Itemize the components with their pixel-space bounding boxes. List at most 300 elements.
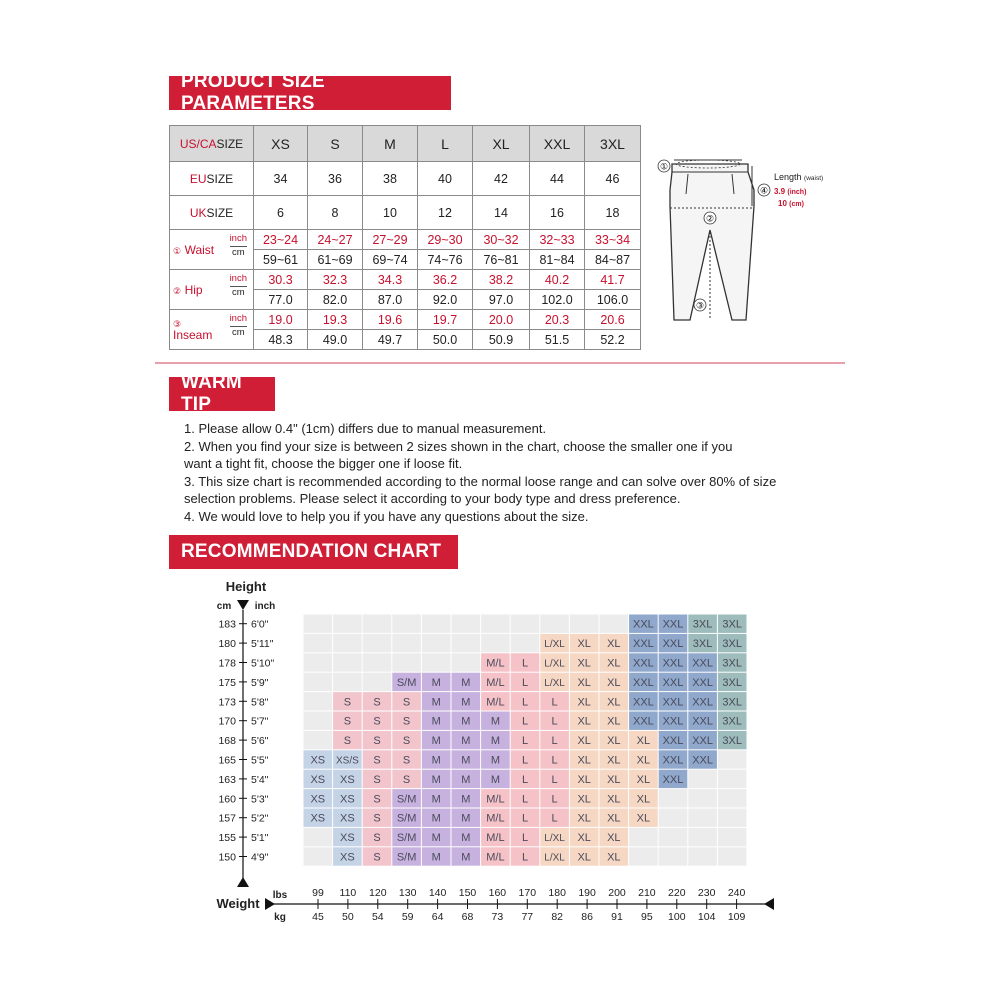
size-recommendation-cell — [718, 847, 747, 865]
height-cm-label: 180 — [218, 638, 236, 651]
size-recommendation-cell — [304, 615, 333, 633]
size-recommendation-label: 3XL — [722, 676, 742, 689]
size-recommendation-label: XXL — [633, 618, 654, 631]
size-recommendation-label: S/M — [396, 812, 417, 825]
size-recommendation-cell — [363, 615, 392, 633]
lbs-axis-label: lbs — [272, 890, 288, 901]
warm-tip-banner: WARM TIP — [169, 377, 275, 411]
size-recommendation-label: XS/S — [336, 755, 359, 767]
weight-lbs-label: 120 — [369, 887, 387, 899]
size-recommendation-label: XXL — [692, 676, 713, 689]
size-recommendation-label: L/XL — [544, 833, 565, 845]
cm-value-cell: 74~76 — [418, 250, 473, 270]
height-cm-label: 160 — [218, 793, 236, 806]
height-cm-label: 175 — [218, 676, 236, 689]
size-cell: 12 — [418, 196, 473, 230]
weight-kg-label: 68 — [461, 911, 474, 923]
size-recommendation-label: 3XL — [722, 696, 742, 709]
size-recommendation-label: L — [551, 696, 558, 709]
size-recommendation-label: L — [551, 793, 558, 806]
cm-value-cell: 106.0 — [585, 290, 641, 310]
size-recommendation-label: XL — [607, 735, 621, 748]
size-recommendation-label: XL — [607, 657, 621, 670]
tip-line: want a tight fit, choose the bigger one if loose fit. — [184, 456, 463, 472]
size-recommendation-cell — [392, 634, 421, 652]
size-recommendation-label: L — [551, 735, 558, 748]
size-cell: 36 — [308, 162, 363, 196]
weight-kg-label: 82 — [551, 911, 564, 923]
size-recommendation-label: XL — [607, 773, 621, 786]
weight-lbs-label: 180 — [548, 887, 566, 899]
size-recommendation-label: XS — [310, 773, 326, 786]
measurement-row — [170, 270, 641, 290]
unit-cm: cm — [231, 287, 245, 298]
weight-kg-label: 77 — [521, 911, 534, 923]
size-recommendation-cell — [363, 634, 392, 652]
weight-lbs-label: 240 — [727, 887, 746, 899]
size-recommendation-label: XL — [607, 793, 621, 806]
size-cell: 16 — [530, 196, 585, 230]
size-recommendation-label: L — [521, 715, 529, 728]
weight-arrow-right — [764, 898, 774, 910]
size-recommendation-label: XL — [577, 773, 591, 786]
size-recommendation-label: XXL — [692, 754, 713, 767]
size-recommendation-cell — [659, 828, 688, 846]
size-recommendation-label: M/L — [486, 851, 505, 864]
height-cm-label: 165 — [218, 754, 236, 767]
weight-kg-label: 59 — [401, 911, 414, 923]
size-recommendation-label: S — [373, 812, 381, 825]
size-recommendation-cell — [304, 634, 333, 652]
weight-kg-label: 104 — [697, 911, 716, 923]
size-recommendation-label: S — [402, 715, 411, 728]
height-inch-label: 5'1" — [251, 832, 269, 845]
height-cm-label: 170 — [218, 715, 236, 728]
height-cm-label: 178 — [218, 657, 236, 670]
cm-value-cell: 50.9 — [473, 330, 530, 350]
size-recommendation-cell — [392, 615, 421, 633]
size-recommendation-cell — [363, 673, 392, 691]
size-recommendation-label: XL — [577, 657, 591, 670]
size-table — [169, 125, 641, 350]
height-inch-label: 5'3" — [251, 793, 269, 806]
size-recommendation-label: XS — [340, 812, 355, 825]
size-recommendation-label: S — [373, 715, 381, 728]
size-recommendation-label: M — [461, 812, 471, 825]
recommendation-banner: RECOMMENDATION CHART — [169, 535, 458, 569]
weight-lbs-label: 210 — [638, 887, 656, 899]
unit-cm: cm — [231, 247, 245, 258]
weight-lbs-label: 110 — [339, 887, 357, 899]
size-cell: 46 — [585, 162, 641, 196]
size-recommendation-label: M — [431, 676, 441, 689]
size-recommendation-cell — [304, 847, 333, 865]
measurement-label — [170, 310, 254, 350]
size-recommendation-label: M/L — [486, 657, 505, 670]
size-recommendation-label: XS — [310, 793, 326, 806]
size-recommendation-cell — [422, 634, 451, 652]
size-cell: M — [363, 126, 418, 162]
weight-lbs-label: 170 — [518, 887, 537, 899]
measurement-number: ③ — [173, 319, 182, 329]
size-recommendation-label: 3XL — [722, 638, 742, 651]
size-system-prefix: EU — [189, 171, 207, 186]
inch-value-cell: 32~33 — [530, 230, 585, 250]
inch-value-cell: 32.3 — [308, 270, 363, 290]
weight-kg-label: 91 — [611, 911, 623, 923]
size-recommendation-label: XL — [636, 773, 651, 786]
size-recommendation-cell — [304, 673, 333, 691]
inch-value-cell: 41.7 — [585, 270, 641, 290]
inch-value-cell: 30~32 — [473, 230, 530, 250]
size-recommendation-label: XXL — [692, 657, 713, 670]
size-recommendation-label: XL — [577, 793, 591, 806]
inch-value-cell: 20.6 — [585, 310, 641, 330]
size-cell: 42 — [473, 162, 530, 196]
unit-inch: inch — [230, 313, 247, 327]
cm-value-cell: 69~74 — [363, 250, 418, 270]
size-recommendation-cell — [718, 789, 747, 807]
size-recommendation-label: S — [402, 754, 411, 767]
size-cell: 34 — [254, 162, 308, 196]
size-recommendation-cell — [718, 809, 747, 827]
weight-lbs-label: 190 — [578, 887, 596, 899]
size-recommendation-label: S — [373, 735, 381, 748]
measurement-row — [170, 310, 641, 330]
size-cell: S — [308, 126, 363, 162]
size-recommendation-cell — [481, 615, 510, 633]
size-recommendation-label: XS — [340, 832, 355, 845]
height-cm-label: 173 — [218, 696, 236, 709]
inch-value-cell: 19.0 — [254, 310, 308, 330]
size-recommendation-label: M — [431, 812, 441, 825]
weight-kg-label: 73 — [491, 911, 504, 923]
size-parameters-banner: PRODUCT SIZE PARAMETERS — [169, 76, 451, 110]
size-recommendation-label: XS — [340, 793, 355, 806]
tip-line: 4. We would love to help you if you have any questions about the size. — [184, 508, 589, 524]
pants-diagram — [648, 150, 848, 330]
size-recommendation-label: XL — [607, 832, 621, 845]
size-recommendation-cell — [718, 750, 747, 768]
weight-kg-label: 109 — [727, 911, 746, 923]
weight-lbs-label: 140 — [428, 887, 447, 899]
size-recommendation-label: L — [521, 754, 529, 767]
size-recommendation-label: XXL — [662, 735, 684, 748]
size-recommendation-label: S/M — [396, 832, 417, 845]
height-cm-label: 155 — [218, 832, 236, 845]
height-inch-label: 5'2" — [251, 812, 269, 825]
height-inch-label: 5'6" — [251, 735, 269, 748]
size-system-prefix: US/CA — [179, 136, 217, 151]
unit-inch: inch — [230, 273, 247, 287]
size-row — [170, 196, 641, 230]
size-recommendation-label: 3XL — [722, 715, 742, 728]
size-recommendation-label: XXL — [662, 715, 684, 728]
warm-tip-text — [184, 420, 824, 526]
size-recommendation-label: XL — [607, 638, 621, 651]
height-inch-label: 5'5" — [251, 754, 269, 767]
size-recommendation-label: XS — [310, 754, 326, 767]
size-recommendation-label: M — [431, 754, 441, 767]
cm-value-cell: 76~81 — [473, 250, 530, 270]
size-cell: 6 — [254, 196, 308, 230]
cm-value-cell: 49.7 — [363, 330, 418, 350]
height-axis-label: Height — [225, 579, 267, 594]
size-recommendation-label: XL — [607, 851, 621, 864]
size-recommendation-label: M/L — [486, 696, 505, 709]
size-recommendation-label: XXL — [633, 696, 654, 709]
size-recommendation-label: M — [461, 793, 471, 806]
size-recommendation-label: XL — [577, 851, 591, 864]
measurement-label — [170, 230, 254, 270]
size-recommendation-cell — [333, 634, 362, 652]
size-recommendation-cell — [688, 847, 717, 865]
size-recommendation-label: S — [373, 754, 381, 767]
size-recommendation-label: M — [461, 696, 471, 709]
size-recommendation-label: M/L — [486, 812, 505, 825]
measurement-name: Hip — [184, 282, 203, 297]
size-recommendation-label: XL — [577, 735, 591, 748]
kg-axis-label: kg — [274, 912, 286, 923]
size-recommendation-label: XXL — [692, 735, 713, 748]
inch-value-cell: 20.3 — [530, 310, 585, 330]
size-recommendation-cell — [333, 653, 362, 671]
measurement-name: Waist — [184, 242, 215, 257]
size-recommendation-cell — [688, 770, 717, 788]
inch-value-cell: 23~24 — [254, 230, 308, 250]
size-recommendation-label: S — [343, 696, 352, 709]
size-recommendation-cell — [422, 615, 451, 633]
size-recommendation-label: XL — [607, 696, 621, 709]
size-recommendation-label: S — [373, 773, 381, 786]
height-inch-label: 5'11" — [251, 638, 274, 651]
cm-value-cell: 92.0 — [418, 290, 473, 310]
size-recommendation-cell — [688, 809, 717, 827]
size-recommendation-label: XS — [340, 851, 355, 864]
size-recommendation-label: 3XL — [692, 618, 713, 631]
length-inch: 3.9 (inch) — [774, 187, 807, 196]
size-recommendation-cell — [540, 615, 569, 633]
size-recommendation-cell — [363, 653, 392, 671]
cm-value-cell: 77.0 — [254, 290, 308, 310]
size-system-prefix: UK — [189, 205, 207, 220]
cm-value-cell: 102.0 — [530, 290, 585, 310]
size-recommendation-label: M/L — [486, 676, 505, 689]
cm-value-cell: 84~87 — [585, 250, 641, 270]
inch-value-cell: 19.6 — [363, 310, 418, 330]
size-recommendation-label: L — [551, 812, 558, 825]
size-recommendation-cell — [304, 712, 333, 730]
size-recommendation-label: XL — [577, 638, 591, 651]
height-inch-label: 5'9" — [251, 676, 269, 689]
size-recommendation-label: L/XL — [544, 639, 565, 651]
size-recommendation-cell — [392, 653, 421, 671]
height-arrow-down — [237, 600, 249, 610]
pants-outline — [670, 164, 754, 320]
weight-lbs-label: 99 — [312, 887, 324, 899]
size-recommendation-label: XS — [310, 812, 326, 825]
size-recommendation-cell — [688, 789, 717, 807]
weight-kg-label: 64 — [431, 911, 444, 923]
weight-axis-label: Weight — [216, 896, 260, 911]
inch-value-cell: 40.2 — [530, 270, 585, 290]
tip-line: 2. When you find your size is between 2 sizes shown in the chart, choose the smaller one if you — [184, 438, 733, 454]
size-system-suffix: SIZE — [206, 171, 234, 186]
size-recommendation-label: L — [521, 851, 529, 864]
size-recommendation-label: 3XL — [722, 618, 742, 631]
size-recommendation-label: M — [461, 851, 471, 864]
cm-axis-label: cm — [216, 601, 232, 612]
size-recommendation-cell — [333, 673, 362, 691]
size-recommendation-label: M/L — [486, 832, 505, 845]
size-cell: XL — [473, 126, 530, 162]
cm-value-cell: 87.0 — [363, 290, 418, 310]
measurement-label — [170, 270, 254, 310]
height-inch-label: 5'7" — [251, 715, 269, 728]
size-recommendation-label: XXL — [633, 715, 654, 728]
size-recommendation-label: S — [343, 735, 352, 748]
marker-1: ① — [659, 161, 669, 172]
weight-kg-label: 54 — [371, 911, 384, 923]
cm-value-cell: 49.0 — [308, 330, 363, 350]
recommendation-chart — [0, 570, 1000, 930]
size-recommendation-label: M — [461, 832, 471, 845]
size-recommendation-cell — [333, 615, 362, 633]
marker-4: ④ — [759, 185, 769, 196]
size-recommendation-cell — [304, 828, 333, 846]
size-recommendation-label: S/M — [396, 851, 417, 864]
size-row — [170, 162, 641, 196]
size-recommendation-label: M — [431, 851, 441, 864]
size-recommendation-label: S — [373, 832, 381, 845]
size-recommendation-label: XXL — [692, 696, 713, 709]
size-recommendation-label: S — [373, 696, 381, 709]
height-inch-label: 5'4" — [251, 773, 269, 786]
weight-lbs-label: 150 — [458, 887, 477, 899]
size-cell: XS — [254, 126, 308, 162]
divider — [155, 362, 845, 364]
unit-inch: inch — [230, 233, 247, 247]
size-recommendation-cell — [422, 653, 451, 671]
size-recommendation-label: XL — [607, 715, 621, 728]
cm-value-cell: 82.0 — [308, 290, 363, 310]
size-recommendation-label: L — [521, 773, 529, 786]
size-recommendation-label: M — [490, 754, 500, 767]
size-recommendation-label: L — [521, 696, 529, 709]
size-recommendation-label: L/XL — [544, 658, 565, 670]
size-recommendation-cell — [600, 615, 629, 633]
size-recommendation-cell — [659, 809, 688, 827]
height-inch-label: 5'10" — [251, 657, 275, 670]
size-recommendation-label: XXL — [633, 638, 654, 651]
size-recommendation-label: XL — [636, 793, 651, 806]
size-recommendation-label: M — [461, 735, 471, 748]
height-arrow-up — [237, 877, 249, 887]
cm-value-cell: 48.3 — [254, 330, 308, 350]
inch-value-cell: 27~29 — [363, 230, 418, 250]
size-recommendation-label: XXL — [662, 638, 684, 651]
marker-3: ③ — [695, 300, 705, 311]
measurement-name: Inseam — [173, 328, 213, 342]
size-recommendation-label: L — [551, 754, 558, 767]
measurement-row — [170, 230, 641, 250]
size-cell: 18 — [585, 196, 641, 230]
size-cell: 8 — [308, 196, 363, 230]
size-recommendation-cell — [511, 615, 540, 633]
size-recommendation-label: 3XL — [722, 657, 742, 670]
inch-value-cell: 24~27 — [308, 230, 363, 250]
height-inch-label: 5'8" — [251, 696, 269, 709]
size-row — [170, 126, 641, 162]
size-recommendation-label: M — [461, 715, 471, 728]
size-recommendation-label: M — [431, 793, 441, 806]
size-recommendation-cell — [452, 634, 481, 652]
weight-kg-label: 45 — [312, 911, 324, 923]
tip-line: 1. Please allow 0.4" (1cm) differs due to manual measurement. — [184, 421, 547, 436]
inch-value-cell: 33~34 — [585, 230, 641, 250]
size-recommendation-label: S — [373, 851, 381, 864]
weight-kg-label: 86 — [581, 911, 593, 923]
size-recommendation-label: XL — [636, 735, 651, 748]
size-recommendation-label: L — [551, 773, 558, 786]
size-recommendation-label: XXL — [662, 676, 684, 689]
size-recommendation-label: XXL — [662, 754, 684, 767]
size-recommendation-label: XL — [577, 754, 591, 767]
size-recommendation-label: XL — [607, 754, 621, 767]
size-recommendation-label: L — [551, 715, 558, 728]
measurement-number: ① — [173, 245, 182, 256]
size-recommendation-label: XL — [636, 812, 651, 825]
size-recommendation-label: S — [402, 773, 411, 786]
size-recommendation-label: M — [490, 715, 500, 728]
weight-lbs-label: 220 — [668, 887, 686, 899]
size-cell: 3XL — [585, 126, 641, 162]
length-cm: 10 (cm) — [778, 199, 804, 208]
size-recommendation-label: L — [521, 735, 529, 748]
measurement-number: ② — [173, 285, 182, 296]
inch-axis-label: inch — [254, 601, 276, 612]
size-cell: 44 — [530, 162, 585, 196]
size-cell: 40 — [418, 162, 473, 196]
inch-value-cell: 29~30 — [418, 230, 473, 250]
size-recommendation-label: M — [490, 735, 500, 748]
weight-lbs-label: 200 — [608, 887, 626, 899]
cm-value-cell: 52.2 — [585, 330, 641, 350]
weight-kg-label: 50 — [342, 911, 354, 923]
size-cell: XXL — [530, 126, 585, 162]
size-cell: L — [418, 126, 473, 162]
height-cm-label: 150 — [218, 851, 236, 864]
weight-kg-label: 100 — [668, 911, 686, 923]
size-recommendation-cell — [570, 615, 599, 633]
size-recommendation-label: S — [373, 793, 381, 806]
inch-value-cell: 19.3 — [308, 310, 363, 330]
size-system-label — [170, 196, 254, 230]
size-recommendation-cell — [481, 634, 510, 652]
size-recommendation-label: XXL — [633, 657, 654, 670]
size-recommendation-label: M — [461, 676, 471, 689]
size-recommendation-label: L/XL — [544, 852, 565, 864]
size-recommendation-cell — [659, 847, 688, 865]
height-cm-label: 157 — [218, 812, 236, 825]
size-recommendation-label: M — [461, 754, 471, 767]
size-recommendation-cell — [304, 731, 333, 749]
size-recommendation-label: XXL — [662, 657, 684, 670]
size-recommendation-label: L — [521, 676, 529, 689]
length-label: Length (waist) — [774, 172, 824, 182]
size-recommendation-cell — [304, 653, 333, 671]
unit-cm: cm — [231, 327, 245, 338]
